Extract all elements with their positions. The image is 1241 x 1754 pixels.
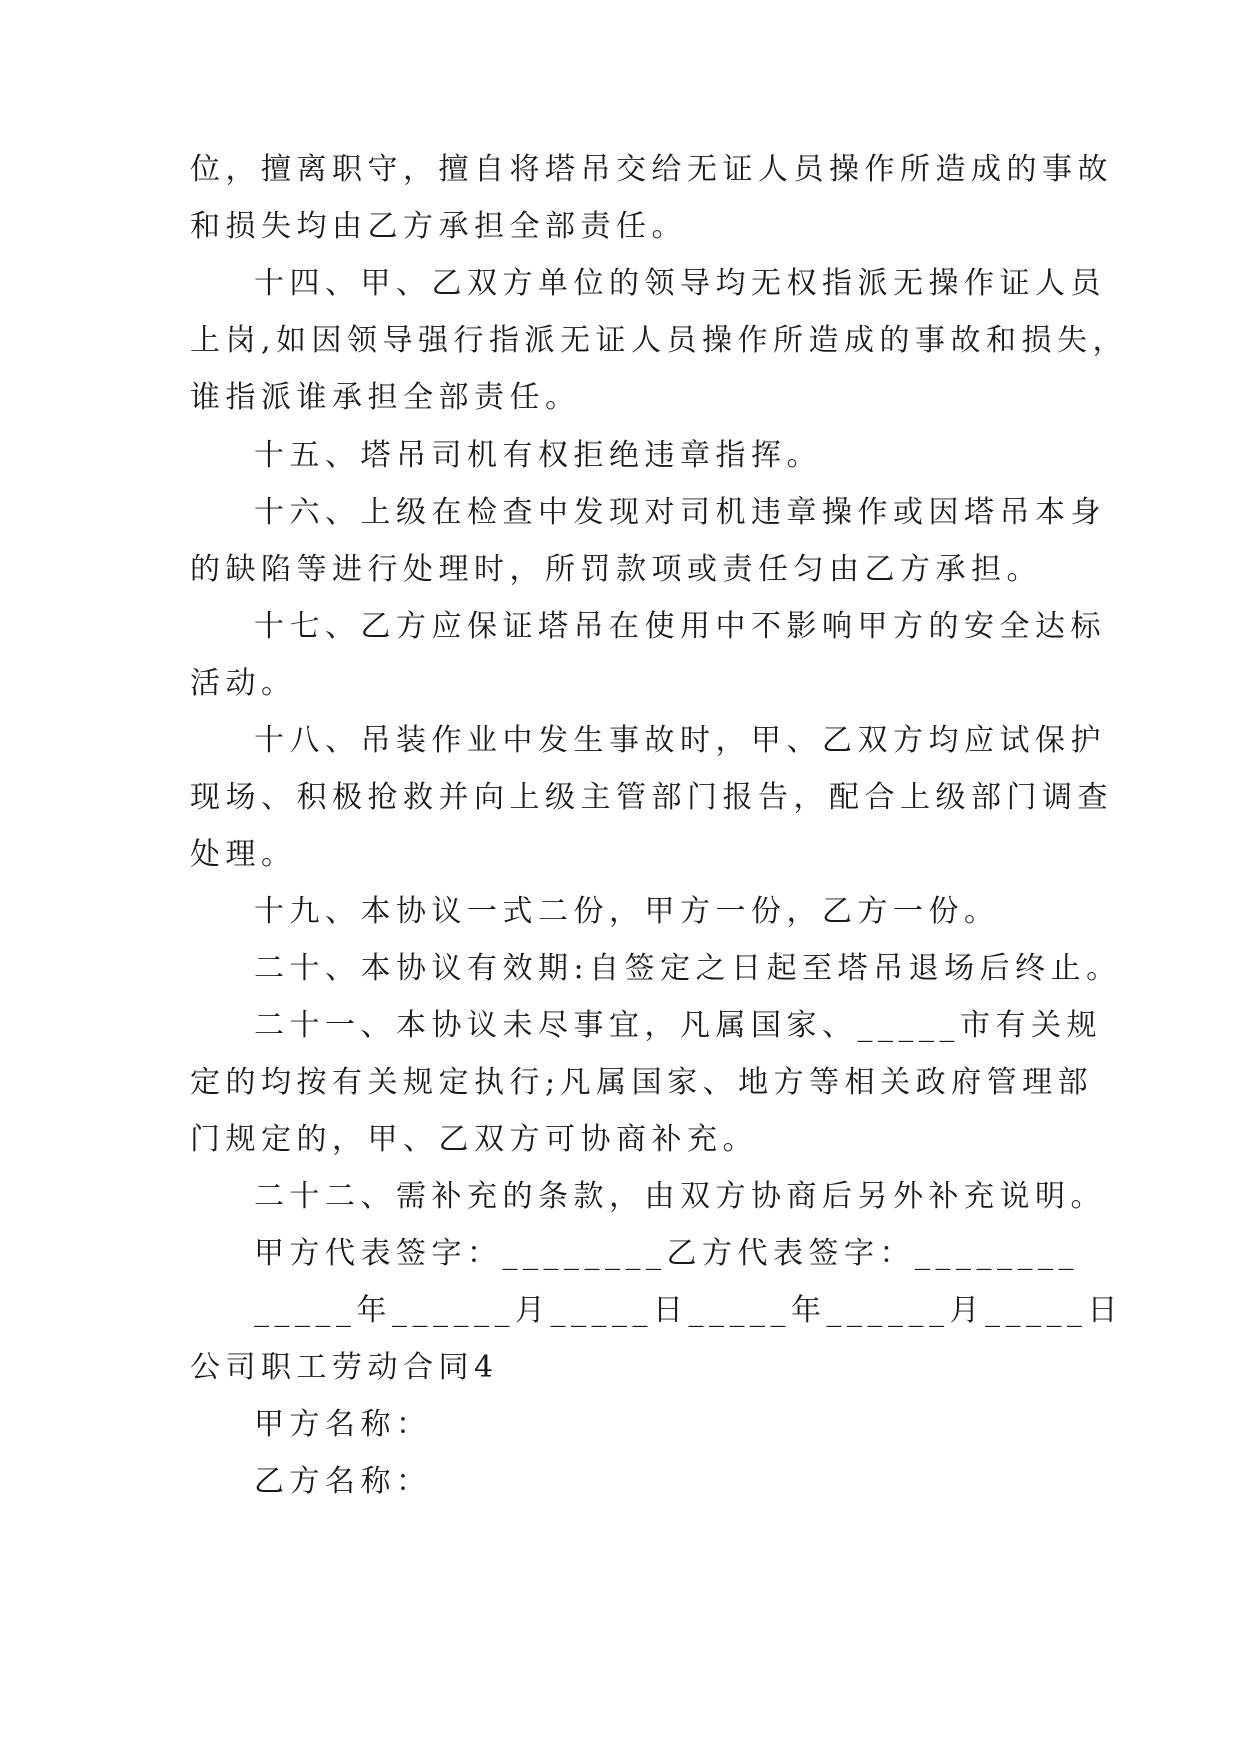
clause-14-line-2: 上岗,如因领导强行指派无证人员操作所造成的事故和损失，: [190, 323, 1129, 358]
clause-21-line-3: 门规定的，甲、乙双方可协商补充。: [190, 1122, 758, 1157]
clause-14-line-3: 谁指派谁承担全部责任。: [190, 380, 581, 415]
date-line: _____年______月_____日_____年______月_____日: [254, 1293, 1123, 1328]
clause-14-line-1: 十四、甲、乙双方单位的领导均无权指派无操作证人员: [254, 266, 1106, 301]
clause-21-line-1: 二十一、本协议未尽事宜，凡属国家、_____市有关规: [254, 1008, 1102, 1043]
clause-20-line-1: 二十、本协议有效期:自签定之日起至塔吊退场后终止。: [254, 951, 1122, 986]
party-b-name-label: 乙方名称：: [254, 1464, 432, 1499]
clause-22-line-1: 二十二、需补充的条款，由双方协商后另外补充说明。: [254, 1179, 1106, 1214]
clause-13-continuation-line-1: 位，擅离职守，擅自将塔吊交给无证人员操作所造成的事故: [190, 152, 1113, 187]
clause-18-line-2: 现场、积极抢救并向上级主管部门报告，配合上级部门调查: [190, 780, 1113, 815]
signature-line: 甲方代表签字：________乙方代表签字：________: [254, 1236, 1079, 1271]
clause-18-line-3: 处理。: [190, 837, 297, 872]
party-a-name-label: 甲方名称：: [254, 1407, 432, 1442]
clause-16-line-1: 十六、上级在检查中发现对司机违章操作或因塔吊本身: [254, 495, 1106, 530]
clause-19-line-1: 十九、本协议一式二份，甲方一份，乙方一份。: [254, 894, 1000, 929]
clause-17-line-2: 活动。: [190, 666, 297, 701]
clause-16-line-2: 的缺陷等进行处理时，所罚款项或责任匀由乙方承担。: [190, 552, 1042, 587]
clause-18-line-1: 十八、吊装作业中发生事故时，甲、乙双方均应试保护: [254, 723, 1106, 758]
clause-15-line-1: 十五、塔吊司机有权拒绝违章指挥。: [254, 438, 822, 473]
clause-17-line-1: 十七、乙方应保证塔吊在使用中不影响甲方的安全达标: [254, 609, 1106, 644]
clause-13-continuation-line-2: 和损失均由乙方承担全部责任。: [190, 209, 687, 244]
section-heading: 公司职工劳动合同4: [190, 1350, 499, 1385]
clause-21-line-2: 定的均按有关规定执行;凡属国家、地方等相关政府管理部: [190, 1065, 1094, 1100]
